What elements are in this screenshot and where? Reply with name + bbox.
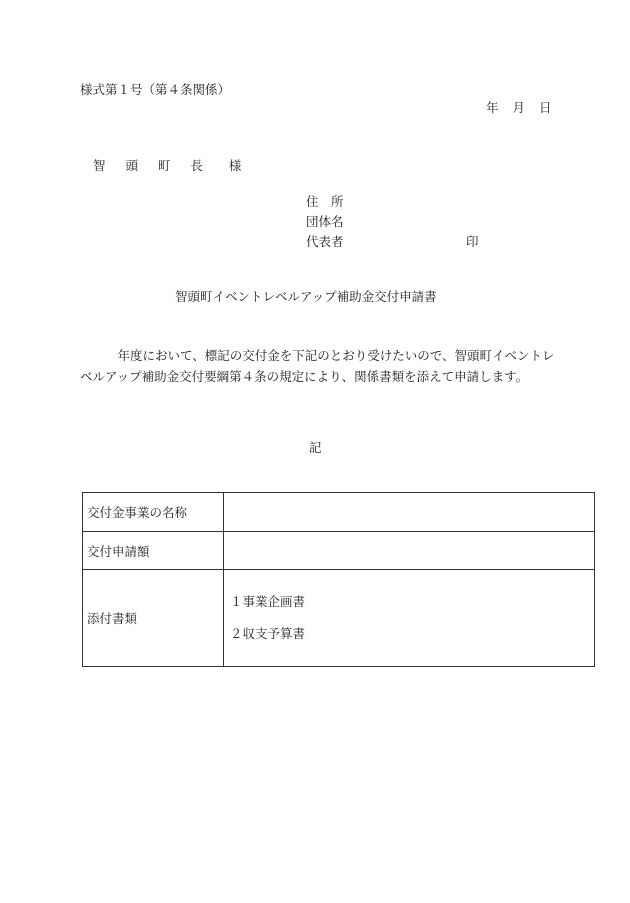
address-label: 住 所 — [306, 194, 344, 209]
attachment-item: ２収支予算書 — [230, 626, 306, 641]
project-name-value — [224, 493, 595, 532]
table-row — [83, 570, 595, 667]
month-label: 月 — [512, 100, 526, 115]
seal-label: 印 — [466, 234, 479, 249]
requested-amount-value — [224, 532, 595, 570]
applicant-block — [306, 192, 479, 252]
ki-heading: 記 — [309, 440, 322, 455]
group-name-label: 団体名 — [306, 214, 344, 229]
body-paragraph — [80, 345, 560, 387]
addressee-honorific: 様 — [228, 158, 242, 173]
document-title: 智頭町イベントレベルアップ補助金交付申請書 — [175, 289, 437, 304]
body-text: 年度において、標記の交付金を下記のとおり受けたいので、智頭町イベントレベルアップ補助金交付要綱第４条の規定により、関係書類を添えて申請します。 — [80, 348, 555, 384]
project-name-label: 交付金事業の名称 — [83, 493, 224, 532]
requested-amount-label: 交付申請額 — [83, 532, 224, 570]
addressee — [93, 156, 241, 174]
day-label: 日 — [539, 100, 552, 115]
form-number: 様式第１号（第４条関係） — [80, 82, 231, 97]
attachment-item: １事業企画書 — [230, 594, 306, 609]
representative-row — [306, 232, 479, 252]
attachments-label: 添付書類 — [83, 570, 224, 667]
addressee-name: 智 頭 町 長 — [93, 158, 211, 173]
attachments-list — [224, 570, 595, 667]
year-label: 年 — [486, 100, 499, 115]
table-row — [83, 532, 595, 570]
representative-label: 代表者 — [306, 234, 344, 249]
items-table — [82, 492, 595, 667]
date-line — [486, 98, 552, 116]
table-row — [83, 493, 595, 532]
